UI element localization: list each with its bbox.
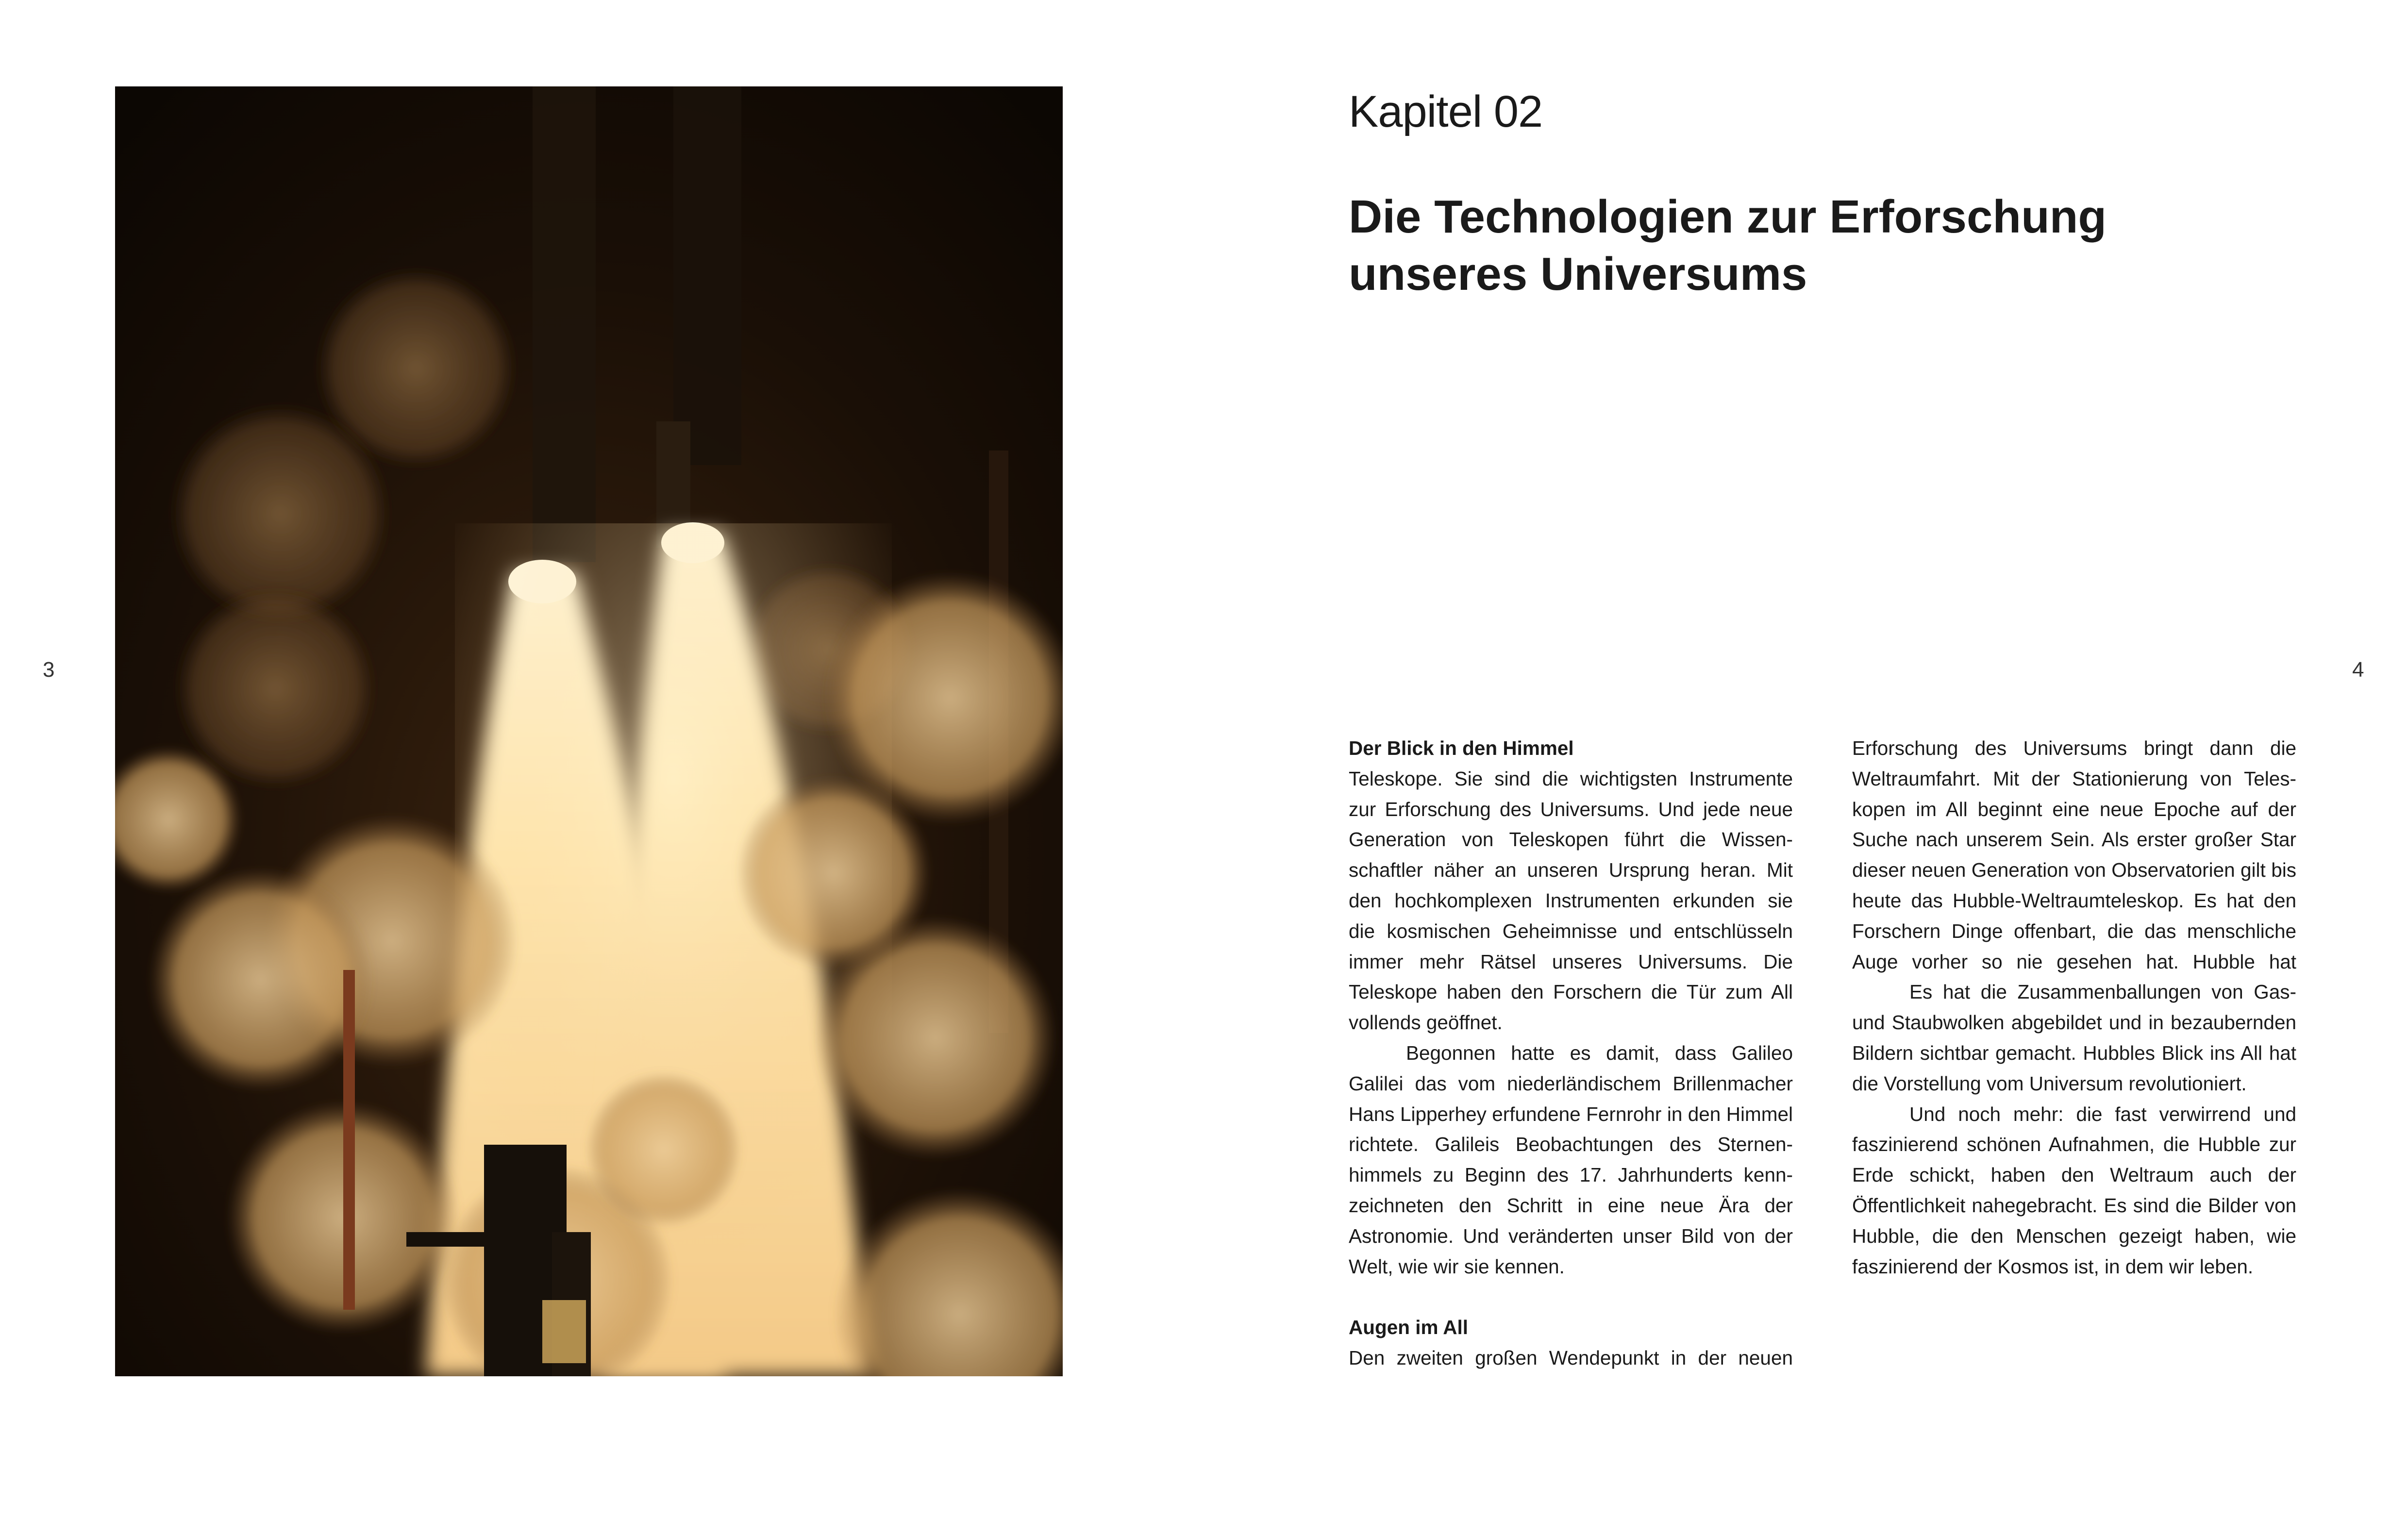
chapter-title	[1349, 188, 2271, 303]
paragraph-wendepunkt: Den zweiten großen Wendepunkt in der neuen	[1349, 1346, 1793, 1369]
paragraph-zusammenballungen: Es hat die Zusammenballungen von Gas- und Staubwolken abgebildet und in bezaubernden Bildern sichtbar gemacht. Hubbles Blick ins All hat die Vorstellung vom Universum revolutioniert.	[1852, 981, 2296, 1095]
text-column-left	[1349, 733, 1793, 1373]
page-number-left: 3	[43, 658, 55, 682]
paragraph-galileo: Begonnen hatte es damit, dass Galileo Galilei das vom niederländischem Brillenmacher Hans Lipperhey erfundene Fernrohr in den Himmel richtete. Galileis Beobachtungen des Sternenhimmels zu Beginn des 17. Jahrhunderts kennzeichneten den Schritt in eine neue Ära der Astronomie. Und veränderten unser Bild von der Welt, wie wir sie kennen.	[1349, 1041, 1793, 1278]
paragraph-und-noch-mehr: Und noch mehr: die fast verwirrend und faszinierend schönen Aufnahmen, die Hubble zur Erde schickt, haben den Weltraum auch der Öffentlichkeit nahegebracht. Es sind die Bilder von Hubble, die den Menschen gezeigt haben, wie faszinierend der Kosmos ist, in dem wir leben.	[1852, 1102, 2296, 1278]
section-heading-augen: Augen im All	[1349, 1316, 1469, 1339]
chapter-label: Kapitel 02	[1349, 87, 1543, 136]
section-heading-blick: Der Blick in den Himmel	[1349, 737, 1574, 759]
chapter-title-line-1: Die Technologien zur Erforschung	[1349, 191, 2107, 243]
chapter-title-line-2: unseres Universums	[1349, 248, 1807, 300]
section-spacer	[1349, 1282, 1793, 1312]
paragraph-wendepunkt-continued	[1852, 733, 2296, 977]
rocket-launch-image	[115, 86, 1063, 1376]
page-number-right: 4	[2352, 658, 2364, 682]
text-column-right	[1852, 733, 2296, 1282]
paragraph-teleskope: Teleskope. Sie sind die wichtigsten Instrumente zur Erforschung des Universums. Und jede neue Generation von Teleskopen führt die Wissenschaftler näher an unseren Ursprung heran. Mit den hochkomplexen Instrumenten erkunden sie die kosmischen Geheimnisse und entschlüsseln immer mehr Rätsel unseres Universums. Die Teleskope haben den Forschern die Tür zum All vollends geöffnet.	[1349, 767, 1793, 1034]
rocket-launch-photo	[115, 86, 1063, 1376]
paragraph-wendepunkt-text: Erforschung des Universums bringt dann die Weltraumfahrt. Mit der Stationierung von Teleskopen im All beginnt eine neue Epoche auf der Suche nach unserem Sein. Als erster großer Star dieser neuen Generation von Observatorien gilt bis heute das Hubble-Weltraumteleskop. Es hat den Forschern Dinge offenbart, die das menschliche Auge vorher so nie gesehen hat. Hubble hat	[1852, 737, 2296, 973]
